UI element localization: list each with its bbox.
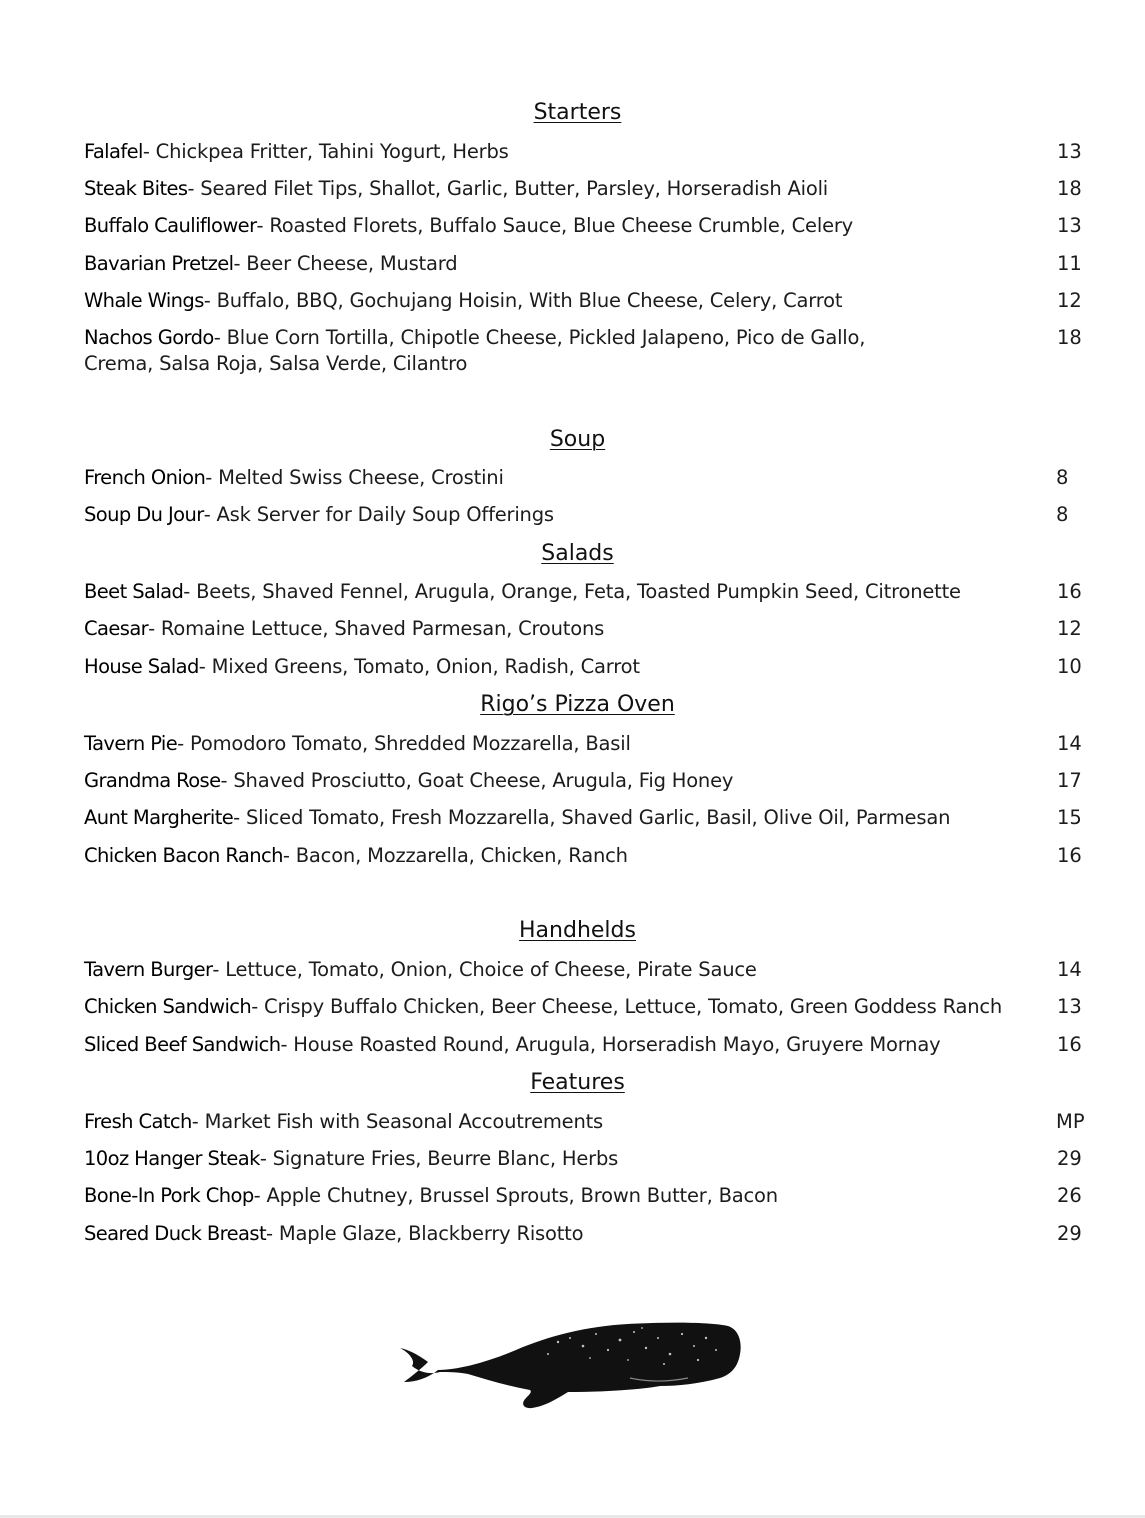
item-name: Tavern Burger <box>84 958 213 981</box>
item-name: Beet Salad <box>84 580 184 603</box>
menu-item <box>84 616 1034 642</box>
item-name: Whale Wings <box>84 289 204 312</box>
menu-item <box>84 957 1034 983</box>
item-price: 11 <box>1057 252 1082 275</box>
menu-item-continued <box>84 351 1034 377</box>
section-heading-handhelds: Handhelds <box>519 918 636 943</box>
menu-item <box>84 805 1034 831</box>
menu-item <box>84 502 1034 528</box>
item-name: Tavern Pie <box>84 732 178 755</box>
item-name: Soup Du Jour <box>84 503 204 526</box>
menu-item <box>84 654 1034 680</box>
item-name: Bavarian Pretzel <box>84 252 234 275</box>
item-name: Caesar <box>84 617 149 640</box>
menu-item <box>84 176 1034 202</box>
item-description: - Shaved Prosciutto, Goat Cheese, Arugula, Fig Honey <box>220 769 734 792</box>
item-price: 13 <box>1057 214 1082 237</box>
item-description: - Mixed Greens, Tomato, Onion, Radish, Carrot <box>198 655 640 678</box>
item-description: - Maple Glaze, Blackberry Risotto <box>266 1222 584 1245</box>
item-description: - Seared Filet Tips, Shallot, Garlic, Butter, Parsley, Horseradish Aioli <box>187 177 829 200</box>
item-price: 18 <box>1057 177 1082 200</box>
item-price: 17 <box>1057 769 1082 792</box>
section-heading-pizza: Rigo’s Pizza Oven <box>480 692 675 717</box>
item-price: 8 <box>1056 466 1069 489</box>
menu-item <box>84 325 1034 351</box>
item-description: - Romaine Lettuce, Shaved Parmesan, Croutons <box>148 617 605 640</box>
section-heading-starters: Starters <box>533 100 622 125</box>
menu-item <box>84 1146 1034 1172</box>
item-description: - Market Fish with Seasonal Accoutrements <box>191 1110 604 1133</box>
section-heading-soup: Soup <box>549 427 606 452</box>
menu-item <box>84 213 1034 239</box>
item-price: 16 <box>1057 844 1082 867</box>
menu-item <box>84 1109 1034 1135</box>
menu-item <box>84 288 1034 314</box>
item-name: Bone-In Pork Chop <box>84 1184 254 1207</box>
item-price: 8 <box>1056 503 1069 526</box>
menu-item <box>84 994 1034 1020</box>
item-price: MP <box>1056 1110 1085 1133</box>
item-description: - Signature Fries, Beurre Blanc, Herbs <box>259 1147 619 1170</box>
item-description: - Lettuce, Tomato, Onion, Choice of Cheese, Pirate Sauce <box>212 958 757 981</box>
item-description: - Crispy Buffalo Chicken, Beer Cheese, Lettuce, Tomato, Green Goddess Ranch <box>251 995 1003 1018</box>
whale-icon <box>398 1320 742 1412</box>
item-price: 26 <box>1057 1184 1082 1207</box>
item-price: 14 <box>1057 958 1082 981</box>
item-description: Crema, Salsa Roja, Salsa Verde, Cilantro <box>84 352 468 375</box>
item-description: - House Roasted Round, Arugula, Horseradish Mayo, Gruyere Mornay <box>280 1033 941 1056</box>
item-name: House Salad <box>84 655 199 678</box>
menu-item <box>84 768 1034 794</box>
menu-item <box>84 731 1034 757</box>
item-name: Seared Duck Breast <box>84 1222 266 1245</box>
item-description: - Apple Chutney, Brussel Sprouts, Brown Butter, Bacon <box>253 1184 778 1207</box>
item-description: - Blue Corn Tortilla, Chipotle Cheese, Pickled Jalapeno, Pico de Gallo, <box>213 326 866 349</box>
item-description: - Sliced Tomato, Fresh Mozzarella, Shaved Garlic, Basil, Olive Oil, Parmesan <box>233 806 951 829</box>
item-price: 29 <box>1057 1147 1082 1170</box>
item-name: Falafel <box>84 140 143 163</box>
item-price: 13 <box>1057 995 1082 1018</box>
menu-item <box>84 251 1034 277</box>
item-price: 16 <box>1057 580 1082 603</box>
item-description: - Melted Swiss Cheese, Crostini <box>205 466 504 489</box>
menu-item <box>84 1032 1034 1058</box>
menu-item <box>84 1221 1034 1247</box>
item-price: 10 <box>1057 655 1082 678</box>
menu-item <box>84 139 1034 165</box>
item-name: Chicken Sandwich <box>84 995 252 1018</box>
menu-item <box>84 843 1034 869</box>
item-price: 16 <box>1057 1033 1082 1056</box>
menu-item <box>84 465 1034 491</box>
item-price: 13 <box>1057 140 1082 163</box>
item-name: Buffalo Cauliflower <box>84 214 257 237</box>
item-price: 14 <box>1057 732 1082 755</box>
item-name: Sliced Beef Sandwich <box>84 1033 281 1056</box>
item-name: Chicken Bacon Ranch <box>84 844 283 867</box>
item-description: - Chickpea Fritter, Tahini Yogurt, Herbs <box>142 140 509 163</box>
item-name: 10oz Hanger Steak <box>84 1147 260 1170</box>
item-description: - Buffalo, BBQ, Gochujang Hoisin, With Blue Cheese, Celery, Carrot <box>203 289 843 312</box>
item-description: - Beer Cheese, Mustard <box>233 252 458 275</box>
item-description: - Bacon, Mozzarella, Chicken, Ranch <box>282 844 628 867</box>
item-name: Nachos Gordo <box>84 326 214 349</box>
item-price: 12 <box>1057 289 1082 312</box>
item-price: 29 <box>1057 1222 1082 1245</box>
item-price: 12 <box>1057 617 1082 640</box>
item-price: 18 <box>1057 326 1082 349</box>
item-price: 15 <box>1057 806 1082 829</box>
item-description: - Ask Server for Daily Soup Offerings <box>203 503 554 526</box>
menu-item <box>84 579 1034 605</box>
item-description: - Roasted Florets, Buffalo Sauce, Blue Cheese Crumble, Celery <box>256 214 854 237</box>
item-name: French Onion <box>84 466 206 489</box>
item-name: Aunt Margherite <box>84 806 234 829</box>
item-description: - Pomodoro Tomato, Shredded Mozzarella, Basil <box>177 732 631 755</box>
section-heading-salads: Salads <box>541 541 614 566</box>
menu-item <box>84 1183 1034 1209</box>
item-description: - Beets, Shaved Fennel, Arugula, Orange, Feta, Toasted Pumpkin Seed, Citronette <box>183 580 961 603</box>
item-name: Grandma Rose <box>84 769 221 792</box>
section-heading-features: Features <box>530 1070 625 1095</box>
item-name: Steak Bites <box>84 177 188 200</box>
item-name: Fresh Catch <box>84 1110 192 1133</box>
